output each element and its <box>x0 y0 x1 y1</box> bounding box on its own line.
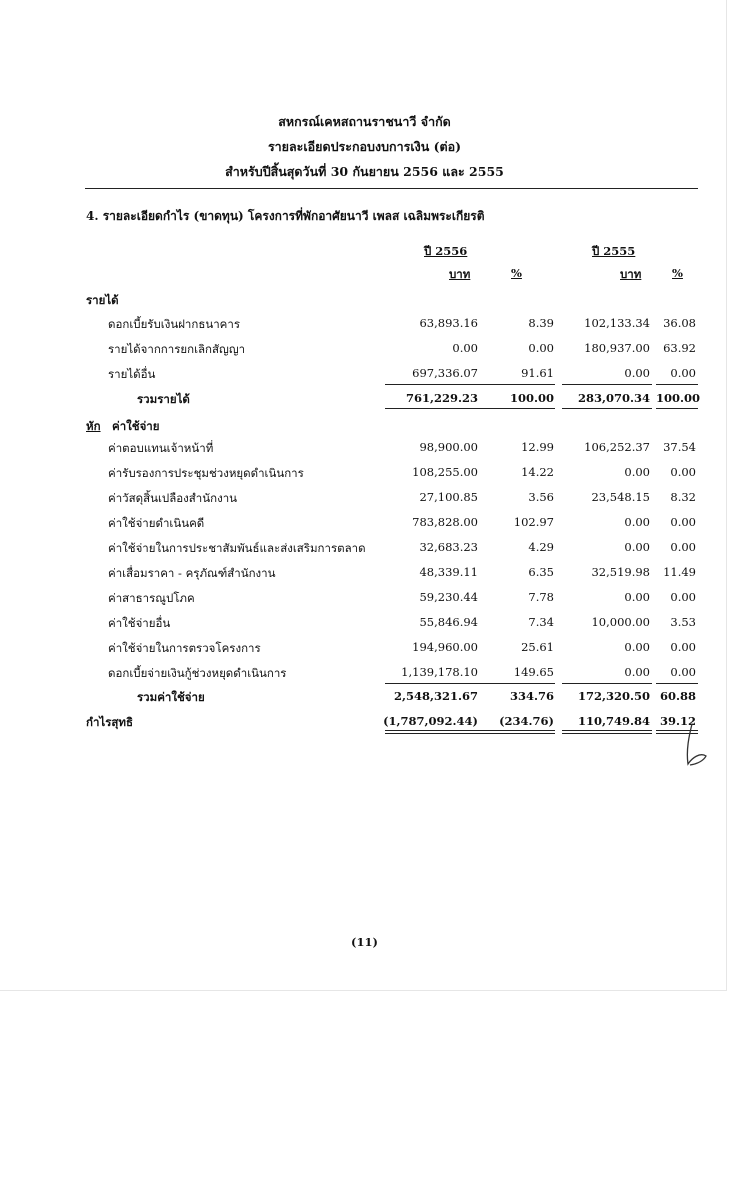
double-underline <box>562 730 652 731</box>
signature-mark <box>680 722 710 768</box>
total-underline <box>385 408 485 409</box>
cell-b-baht: 0.00 <box>624 515 650 529</box>
expense-row-label: ค่าเสื่อมราคา - ครุภัณฑ์สำนักงาน <box>108 566 276 580</box>
subtotal-rule <box>485 384 555 385</box>
expense-row-label: ค่าใช้จ่ายดำเนินคดี <box>108 516 205 530</box>
cell-a-pct: 6.35 <box>528 565 554 579</box>
subtotal-rule <box>562 683 652 684</box>
cell-b-baht: 0.00 <box>624 540 650 554</box>
page-number: (11) <box>351 935 378 949</box>
cell-a-pct: 8.39 <box>528 316 554 330</box>
double-underline <box>485 733 555 734</box>
subtotal-rule <box>656 384 698 385</box>
cell-b-pct: 39.12 <box>659 714 696 728</box>
double-underline <box>385 730 485 731</box>
subtotal-rule <box>385 683 485 684</box>
cell-b-baht: 32,519.98 <box>591 565 650 579</box>
cell-a-baht: (1,787,092.44) <box>383 714 478 728</box>
cell-b-baht: 283,070.34 <box>577 391 650 405</box>
expense-row-label: ดอกเบี้ยจ่ายเงินกู้ช่วงหยุดดำเนินการ <box>108 666 287 680</box>
cell-a-baht: 783,828.00 <box>412 515 478 529</box>
total-underline <box>562 408 652 409</box>
section-title: 4. รายละเอียดกำไร (ขาดทุน) โครงการที่พักอาศัยนาวี เพลส เฉลิมพระเกียรติ <box>86 209 485 223</box>
cell-a-baht: 48,339.11 <box>419 565 478 579</box>
net-profit-label: กำไรสุทธิ <box>86 715 133 729</box>
cell-a-pct: 25.61 <box>521 640 554 654</box>
cell-b-baht: 0.00 <box>624 366 650 380</box>
double-underline <box>485 730 555 731</box>
expense-total-label: รวมค่าใช้จ่าย <box>137 690 205 704</box>
cell-a-pct: (234.76) <box>499 714 554 728</box>
cell-a-baht: 63,893.16 <box>419 316 478 330</box>
expense-row-label: ค่าตอบแทนเจ้าหน้าที่ <box>108 441 214 455</box>
expense-row-label: ค่าวัสดุสิ้นเปลืองสำนักงาน <box>108 491 238 505</box>
expense-row-label: ค่าใช้จ่ายอื่น <box>108 616 171 630</box>
cell-b-baht: 172,320.50 <box>577 689 650 703</box>
cell-a-baht: 697,336.07 <box>412 366 478 380</box>
cell-b-pct: 8.32 <box>670 490 696 504</box>
col-baht-2555: บาท <box>620 267 642 281</box>
cell-a-pct: 0.00 <box>528 341 554 355</box>
income-row-label: รายได้จากการยกเลิกสัญญา <box>108 342 246 356</box>
report-title: รายละเอียดประกอบงบการเงิน (ต่อ) <box>267 139 462 154</box>
cell-b-pct: 0.00 <box>670 515 696 529</box>
cell-b-pct: 0.00 <box>670 640 696 654</box>
cell-a-pct: 3.56 <box>528 490 554 504</box>
cell-a-pct: 334.76 <box>509 689 554 703</box>
report-period: สำหรับปีสิ้นสุดวันที่ 30 กันยายน 2556 และ 2555 <box>225 164 504 179</box>
cell-a-pct: 102.97 <box>513 515 554 529</box>
double-underline <box>385 733 485 734</box>
subtotal-rule <box>656 683 698 684</box>
income-total-label: รวมรายได้ <box>137 392 190 406</box>
cell-b-pct: 0.00 <box>670 590 696 604</box>
cell-b-pct: 0.00 <box>670 665 696 679</box>
income-row-label: รายได้อื่น <box>108 367 156 381</box>
cell-a-baht: 1,139,178.10 <box>401 665 478 679</box>
col-year-2556: ปี 2556 <box>424 244 468 258</box>
cell-a-baht: 0.00 <box>452 341 478 355</box>
cell-a-baht: 27,100.85 <box>419 490 478 504</box>
total-underline <box>485 408 555 409</box>
cell-a-baht: 98,900.00 <box>419 440 478 454</box>
cell-b-baht: 0.00 <box>624 665 650 679</box>
cell-a-baht: 2,548,321.67 <box>393 689 478 703</box>
cell-b-pct: 3.53 <box>670 615 696 629</box>
cell-b-baht: 0.00 <box>624 465 650 479</box>
cell-a-pct: 100.00 <box>509 391 554 405</box>
cell-b-pct: 60.88 <box>659 689 696 703</box>
cell-b-pct: 11.49 <box>663 565 696 579</box>
cell-b-pct: 100.00 <box>656 391 701 405</box>
col-pct-2556: % <box>511 266 522 280</box>
expense-row-label: ค่าใช้จ่ายในการประชาสัมพันธ์และส่งเสริมการตลาด <box>108 541 366 555</box>
cell-b-baht: 106,252.37 <box>584 440 650 454</box>
cell-b-baht: 102,133.34 <box>584 316 650 330</box>
subtotal-rule <box>485 683 555 684</box>
cell-b-pct: 0.00 <box>670 540 696 554</box>
cell-a-baht: 32,683.23 <box>419 540 478 554</box>
cell-b-baht: 10,000.00 <box>591 615 650 629</box>
expense-heading: ค่าใช้จ่าย <box>112 419 160 433</box>
cell-b-pct: 36.08 <box>663 316 696 330</box>
org-name: สหกรณ์เคหสถานราชนาวี จำกัด <box>278 114 451 129</box>
cell-b-baht: 23,548.15 <box>591 490 650 504</box>
income-row-label: ดอกเบี้ยรับเงินฝากธนาคาร <box>108 317 241 331</box>
expense-row-label: ค่าใช้จ่ายในการตรวจโครงการ <box>108 641 261 655</box>
cell-b-baht: 0.00 <box>624 640 650 654</box>
cell-a-baht: 55,846.94 <box>419 615 478 629</box>
col-pct-2555: % <box>672 266 683 280</box>
cell-b-pct: 37.54 <box>663 440 696 454</box>
cell-b-pct: 0.00 <box>670 465 696 479</box>
less-label: หัก <box>86 419 101 433</box>
cell-a-pct: 4.29 <box>528 540 554 554</box>
cell-b-baht: 110,749.84 <box>577 714 650 728</box>
cell-b-baht: 0.00 <box>624 590 650 604</box>
header-divider <box>85 188 698 189</box>
double-underline <box>562 733 652 734</box>
cell-a-baht: 108,255.00 <box>412 465 478 479</box>
cell-a-baht: 761,229.23 <box>405 391 478 405</box>
total-underline <box>656 408 698 409</box>
subtotal-rule <box>562 384 652 385</box>
cell-a-pct: 149.65 <box>513 665 554 679</box>
cell-a-pct: 14.22 <box>521 465 554 479</box>
income-heading: รายได้ <box>86 293 119 307</box>
expense-row-label: ค่าสาธารณูปโภค <box>108 591 195 605</box>
col-baht-2556: บาท <box>449 267 471 281</box>
cell-a-baht: 194,960.00 <box>412 640 478 654</box>
cell-b-pct: 0.00 <box>670 366 696 380</box>
cell-a-pct: 7.78 <box>528 590 554 604</box>
cell-a-baht: 59,230.44 <box>419 590 478 604</box>
cell-a-pct: 7.34 <box>528 615 554 629</box>
expense-row-label: ค่ารับรองการประชุมช่วงหยุดดำเนินการ <box>108 466 304 480</box>
col-year-2555: ปี 2555 <box>592 244 636 258</box>
cell-b-pct: 63.92 <box>663 341 696 355</box>
cell-a-pct: 12.99 <box>521 440 554 454</box>
subtotal-rule <box>385 384 485 385</box>
cell-a-pct: 91.61 <box>521 366 554 380</box>
cell-b-baht: 180,937.00 <box>584 341 650 355</box>
